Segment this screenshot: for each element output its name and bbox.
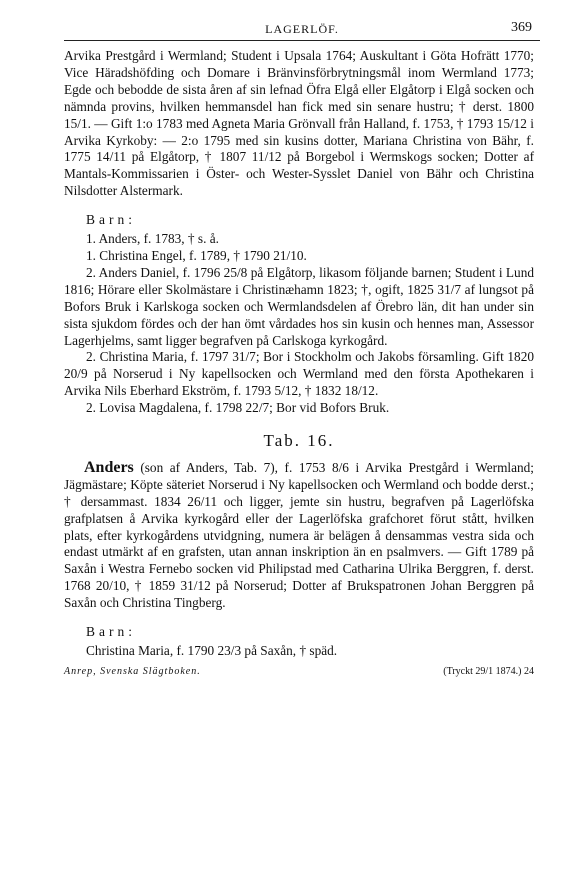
intro-paragraph: Arvika Prestgård i Wermland; Student i Upsala 1764; Auskultant i Göta Hofrätt 1770; Vice Häradshöfding och Domare i Bränvinsförbrytningsmål inom Wermland 1773; Egde och bebodde de sista åren af sin lefnad Öfra Elgå eller Elgåtorp i Elgå socken och nämnda provins, hvilken hemmansdel han fick med sin senare hustru; † derst. 1800 15/1. — Gift 1:o 1783 med Agneta Maria Grönvall från Halland, f. 1753, † 1793 15/12 i Arvika Kyrkoby: — 2:o 1795 med sin kusins dotter, Mariana Christina von Bähr, f. 1775 14/11 på Elgåtorp, † 1807 11/12 på Borgebol i Wermskogs socken; Dotter af Mantals-Kommissarien i Öster- och Wester-Sysslet Daniel von Bähr och Christina Nilsdotter Alstermark. [64, 48, 534, 199]
children-label: Barn: [86, 624, 136, 640]
page-number: 369 [511, 20, 532, 35]
page-body [64, 48, 534, 681]
tab-heading: Tab. 16. [263, 431, 335, 451]
footer-print-note: (Tryckt 29/1 1874.) 24 [443, 665, 534, 677]
children-list [64, 231, 534, 417]
page-header [64, 18, 540, 41]
children-label: Barn: [86, 212, 136, 228]
anders-text: (son af Anders, Tab. 7), f. 1753 8/6 i Arvika Prestgård i Wermland; Jägmästare; Köpte säteriet Norserud i Ny kapellsocken och Wermland och bodde derst.; † dersammast. 1834 26/11 och ligger, jemte sin hustru, begrafven på Lagerlöfska grafplatsen å Arvika kyrkogård eller der Lagerlöfska grafchoret förut stått, hvilken plats, efter kyrkogårdens utvidgning, numera är belägen å densammas vestra sida och endast utmärkt af en grafsten, utan annan inskription än en psalmvers. — Gift 1789 på Saxån i Westra Fernebo socken vid Philipstad med Catharina Ulrika Berggren, f. derst. 1768 20/10, † 1859 31/12 på Norserud; Dotter af Brukspatronen Johan Berggren på Saxån och Christina Tingberg. [64, 459, 534, 611]
child-entry: 2. Christina Maria, f. 1797 31/7; Bor i Stockholm och Jakobs församling. Gift 1820 20/9 på Norserud i Ny kapellsocken och Wermland med den första Apothekaren i Arvika Nils Eberhard Ekström, f. 1793 5/12, † 1832 18/12. [64, 349, 534, 399]
running-head: LAGERLÖF. [265, 22, 339, 36]
anders-paragraph [64, 460, 534, 612]
child-entry: Christina Maria, f. 1790 23/3 på Saxån, † späd. [86, 643, 338, 658]
child-entry: 2. Anders Daniel, f. 1796 25/8 på Elgåtorp, likasom följande barnen; Student i Lund 1816; Hörare eller Skolmästare i Christinæhamn 1823; †, ogift, 1825 31/7 af lungsot på Bofors Bruk i Karlskoga socken och Wermlandsdelen af Örebro län, dit han under sin sista sjukdom fördes och der han ömt vårdades hos sin kusin och hennes man, Assessor Lagerhjelms, samt ligger begrafven på Carlskoga kyrkogård. [64, 264, 534, 348]
child-entry: 1. Anders, f. 1783, † s. å. [86, 231, 219, 247]
footer-source: Anrep, Svenska Slägtboken. [64, 665, 201, 677]
child-entry: 1. Christina Engel, f. 1789, † 1790 21/10. [86, 247, 307, 263]
child-entry: 2. Lovisa Magdalena, f. 1798 22/7; Bor vid Bofors Bruk. [86, 400, 390, 416]
page-footer [64, 664, 534, 681]
person-name: Anders [84, 458, 134, 476]
children-list [64, 643, 534, 660]
